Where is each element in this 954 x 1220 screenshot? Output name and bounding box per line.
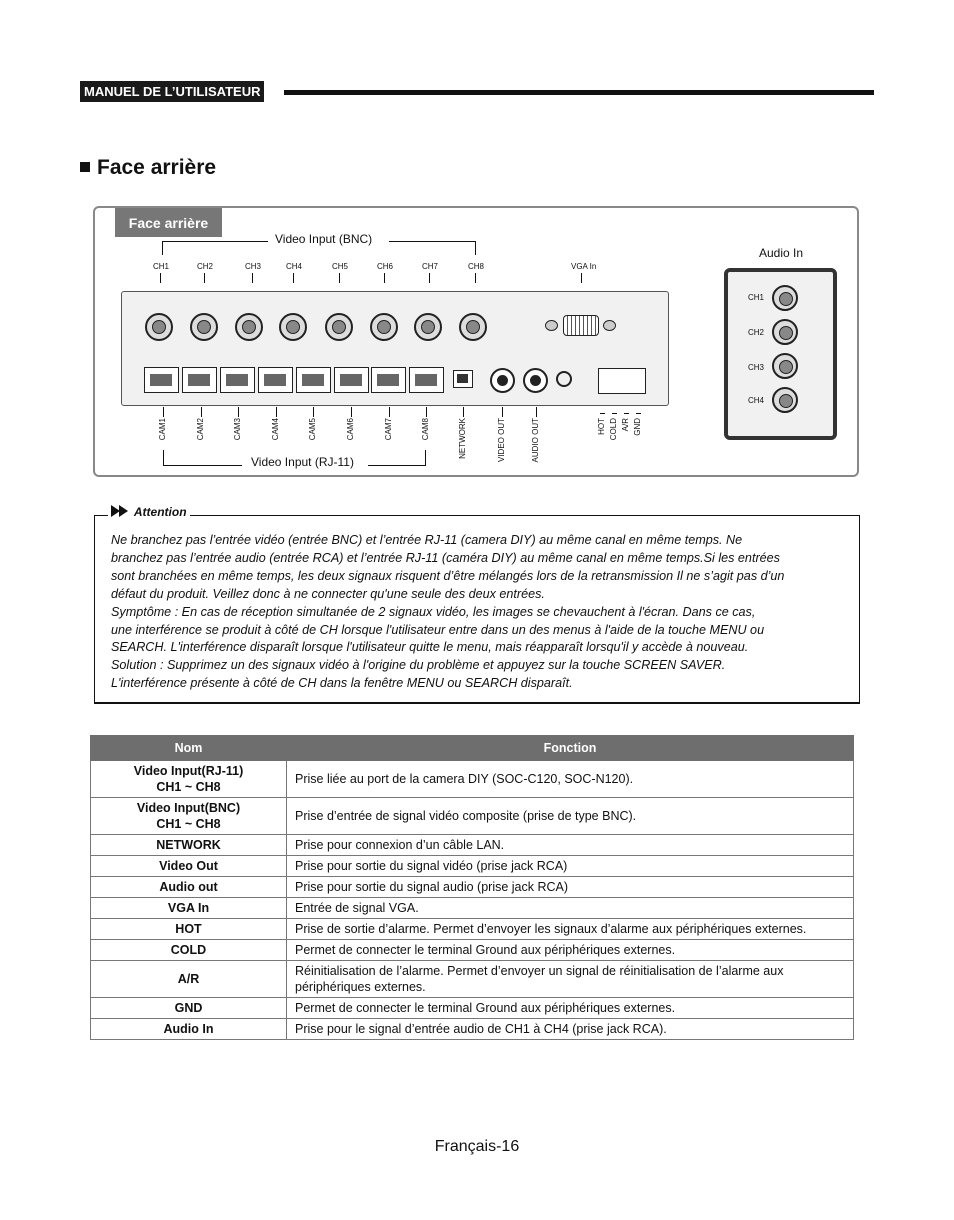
attention-line: une interférence se produit à côté de CH lorsque l'utilisateur entre dans un des menus à l'aide de la touche MENU ou bbox=[111, 622, 765, 637]
rj11-bracket-line-right bbox=[368, 465, 426, 466]
attention-line: branchez pas l’entrée audio (entrée RCA) et l’entrée RJ-11 (caméra DIY) au même canal en même temps.Si les entrées bbox=[111, 550, 780, 565]
nom-line: Video Input(RJ-11) bbox=[133, 764, 244, 778]
table-row bbox=[91, 961, 854, 998]
bnc-connector-ch5 bbox=[325, 313, 353, 341]
table-row bbox=[91, 919, 854, 940]
attention-line: L'interférence présente à côté de CH dans la fenêtre MENU ou SEARCH disparaît. bbox=[111, 676, 573, 691]
cell-fonction: Permet de connecter le terminal Ground aux périphériques externes. bbox=[287, 940, 854, 961]
cell-nom: VGA In bbox=[91, 898, 287, 919]
bnc-connector-ch7 bbox=[414, 313, 442, 341]
bnc-label-ch7: CH7 bbox=[422, 262, 439, 271]
tick bbox=[163, 407, 164, 417]
tick bbox=[384, 273, 385, 283]
attention-line: Solution : Supprimez un des signaux vidéo à l'origine du problème et appuyez sur la touche SCREEN SAVER. bbox=[111, 658, 726, 673]
fonction-line: Réinitialisation de l’alarme. Permet d’envoyer un signal de réinitialisation de l’alarme aux bbox=[295, 964, 784, 978]
bnc-label-ch3: CH3 bbox=[245, 262, 262, 271]
tick bbox=[463, 407, 464, 417]
rj11-port-cam4 bbox=[258, 367, 293, 393]
tick bbox=[475, 273, 476, 283]
bnc-label-ch6: CH6 bbox=[377, 262, 394, 271]
bnc-bracket-tick-left bbox=[162, 241, 163, 255]
audio-jack-ch3 bbox=[772, 353, 798, 379]
alarm-label-gnd: GND bbox=[633, 418, 642, 436]
alarm-label-cold: COLD bbox=[609, 418, 618, 441]
attention-line: SEARCH. L'interférence disparaît lorsque l'utilisateur quitte le menu, mais réapparaît lorsqu'il y accède à nouveau. bbox=[111, 640, 749, 655]
tick bbox=[204, 273, 205, 283]
table-row bbox=[91, 898, 854, 919]
table-row bbox=[91, 835, 854, 856]
rj11-bracket-tick-left bbox=[163, 450, 164, 465]
cell-fonction: Entrée de signal VGA. bbox=[287, 898, 854, 919]
cell-nom: GND bbox=[91, 998, 287, 1019]
vga-screw-left bbox=[545, 320, 558, 331]
audio-label-ch4: CH4 bbox=[748, 396, 765, 405]
bnc-label-ch5: CH5 bbox=[332, 262, 349, 271]
cell-fonction: Prise d’entrée de signal vidéo composite (prise de type BNC). bbox=[287, 798, 854, 835]
alarm-label-hot: HOT bbox=[597, 418, 606, 435]
section-title bbox=[80, 156, 216, 180]
tick bbox=[536, 407, 537, 417]
cam-label-7: CAM7 bbox=[384, 418, 393, 441]
tick bbox=[624, 413, 629, 414]
tick bbox=[612, 413, 617, 414]
table-row bbox=[91, 761, 854, 798]
cell-fonction: Prise liée au port de la camera DIY (SOC-C120, SOC-N120). bbox=[287, 761, 854, 798]
tick bbox=[339, 273, 340, 283]
table-header-nom: Nom bbox=[91, 736, 287, 761]
tick bbox=[238, 407, 239, 417]
cell-nom bbox=[91, 798, 287, 835]
bnc-connector-ch4 bbox=[279, 313, 307, 341]
cam-label-1: CAM1 bbox=[158, 418, 167, 441]
cell-nom: Audio out bbox=[91, 877, 287, 898]
audio-label-ch1: CH1 bbox=[748, 293, 765, 302]
tick bbox=[351, 407, 352, 417]
tick bbox=[276, 407, 277, 417]
cell-fonction: Prise de sortie d’alarme. Permet d’envoyer les signaux d’alarme aux périphériques externes. bbox=[287, 919, 854, 940]
attention-line: Symptôme : En cas de réception simultanée de 2 signaux vidéo, les images se chevauchent à l'écran. Dans ce cas, bbox=[111, 604, 756, 619]
table-row bbox=[91, 798, 854, 835]
tick bbox=[201, 407, 202, 417]
tick bbox=[389, 407, 390, 417]
alarm-terminal-block bbox=[598, 368, 646, 394]
video-input-rj11-label: Video Input (RJ-11) bbox=[251, 455, 354, 469]
audio-out-jack bbox=[523, 368, 548, 393]
cell-fonction: Permet de connecter le terminal Ground aux périphériques externes. bbox=[287, 998, 854, 1019]
bnc-bracket-line-right bbox=[389, 241, 476, 242]
nom-line: CH1 ~ CH8 bbox=[156, 780, 221, 794]
video-out-label: VIDEO OUT bbox=[497, 418, 506, 463]
cam-label-5: CAM5 bbox=[308, 418, 317, 441]
cell-fonction: Prise pour sortie du signal audio (prise jack RCA) bbox=[287, 877, 854, 898]
cam-label-6: CAM6 bbox=[346, 418, 355, 441]
bnc-label-ch1: CH1 bbox=[153, 262, 170, 271]
bnc-connector-ch2 bbox=[190, 313, 218, 341]
rj11-port-cam5 bbox=[296, 367, 331, 393]
cell-fonction: Prise pour sortie du signal vidéo (prise jack RCA) bbox=[287, 856, 854, 877]
table-header-fonction: Fonction bbox=[287, 736, 854, 761]
tick bbox=[313, 407, 314, 417]
vga-screw-right bbox=[603, 320, 616, 331]
tick bbox=[252, 273, 253, 283]
tick bbox=[160, 273, 161, 283]
table-row bbox=[91, 998, 854, 1019]
alarm-label-ar: A/R bbox=[621, 418, 630, 432]
rj11-port-cam6 bbox=[334, 367, 369, 393]
audio-jack-ch1 bbox=[772, 285, 798, 311]
bnc-bracket-line-left bbox=[162, 241, 268, 242]
tick bbox=[502, 407, 503, 417]
cell-nom bbox=[91, 761, 287, 798]
cam-label-2: CAM2 bbox=[196, 418, 205, 441]
tick bbox=[636, 413, 641, 414]
double-arrow-icon bbox=[111, 505, 131, 517]
nom-line: CH1 ~ CH8 bbox=[156, 817, 221, 831]
vga-port bbox=[563, 315, 599, 336]
tick bbox=[581, 273, 582, 283]
bnc-connector-ch8 bbox=[459, 313, 487, 341]
audio-label-ch3: CH3 bbox=[748, 363, 765, 372]
cell-nom: COLD bbox=[91, 940, 287, 961]
page-number: Français-16 bbox=[434, 1138, 520, 1155]
bnc-label-ch2: CH2 bbox=[197, 262, 214, 271]
tick bbox=[429, 273, 430, 283]
cell-fonction bbox=[287, 961, 854, 998]
network-label: NETWORK bbox=[458, 418, 467, 459]
cam-label-8: CAM8 bbox=[421, 418, 430, 441]
bnc-connector-ch1 bbox=[145, 313, 173, 341]
bnc-label-ch4: CH4 bbox=[286, 262, 303, 271]
audio-out-label: AUDIO OUT bbox=[531, 418, 540, 463]
tick bbox=[293, 273, 294, 283]
audio-in-label: Audio In bbox=[759, 246, 804, 260]
rj11-port-cam2 bbox=[182, 367, 217, 393]
tick bbox=[426, 407, 427, 417]
cell-fonction: Prise pour le signal d’entrée audio de CH1 à CH4 (prise jack RCA). bbox=[287, 1019, 854, 1040]
bnc-bracket-tick-right bbox=[475, 241, 476, 255]
jack-ring bbox=[556, 371, 572, 387]
rj11-bracket-tick-right bbox=[425, 450, 426, 465]
fonction-line: périphériques externes. bbox=[295, 980, 426, 994]
video-input-bnc-label: Video Input (BNC) bbox=[275, 232, 373, 246]
cell-nom: Audio In bbox=[91, 1019, 287, 1040]
table-row bbox=[91, 1019, 854, 1040]
cam-label-3: CAM3 bbox=[233, 418, 242, 441]
nom-line: Video Input(BNC) bbox=[136, 801, 241, 815]
rj11-bracket-line-left bbox=[163, 465, 242, 466]
connector-table bbox=[90, 735, 854, 1040]
cell-nom: NETWORK bbox=[91, 835, 287, 856]
table-row bbox=[91, 940, 854, 961]
rj11-port-cam3 bbox=[220, 367, 255, 393]
bullet-square-icon bbox=[80, 162, 90, 172]
audio-jack-ch4 bbox=[772, 387, 798, 413]
cell-nom: HOT bbox=[91, 919, 287, 940]
manual-header-tag: MANUEL DE L’UTILISATEUR bbox=[80, 81, 264, 102]
rj11-port-cam8 bbox=[409, 367, 444, 393]
diagram-panel-title: Face arrière bbox=[115, 208, 222, 237]
attention-header bbox=[108, 505, 190, 519]
vga-in-label: VGA In bbox=[571, 262, 597, 271]
attention-line: sont branchées en même temps, les deux signaux risquent d’être mélangés lors de la retransmission Il ne s’agit pas d’un bbox=[111, 568, 785, 583]
cell-nom: A/R bbox=[91, 961, 287, 998]
attention-label: Attention bbox=[133, 505, 187, 519]
cell-fonction: Prise pour connexion d’un câble LAN. bbox=[287, 835, 854, 856]
tick bbox=[600, 413, 605, 414]
table-row bbox=[91, 877, 854, 898]
section-title-text: Face arrière bbox=[97, 156, 217, 179]
bnc-connector-ch6 bbox=[370, 313, 398, 341]
audio-jack-ch2 bbox=[772, 319, 798, 345]
cam-label-4: CAM4 bbox=[271, 418, 280, 441]
header-rule bbox=[284, 90, 874, 95]
table-header-row bbox=[91, 736, 854, 761]
rj11-port-cam1 bbox=[144, 367, 179, 393]
cell-nom: Video Out bbox=[91, 856, 287, 877]
bnc-connector-ch3 bbox=[235, 313, 263, 341]
video-out-jack bbox=[490, 368, 515, 393]
attention-text bbox=[111, 532, 846, 693]
bnc-label-ch8: CH8 bbox=[468, 262, 485, 271]
audio-label-ch2: CH2 bbox=[748, 328, 765, 337]
network-port bbox=[453, 370, 473, 388]
rj11-port-cam7 bbox=[371, 367, 406, 393]
attention-line: Ne branchez pas l’entrée vidéo (entrée BNC) et l’entrée RJ-11 (camera DIY) au même canal en même temps. Ne bbox=[111, 533, 743, 547]
attention-line: défaut du produit. Veillez donc à ne connecter qu'une seule des deux entrées. bbox=[111, 586, 545, 601]
table-row bbox=[91, 856, 854, 877]
